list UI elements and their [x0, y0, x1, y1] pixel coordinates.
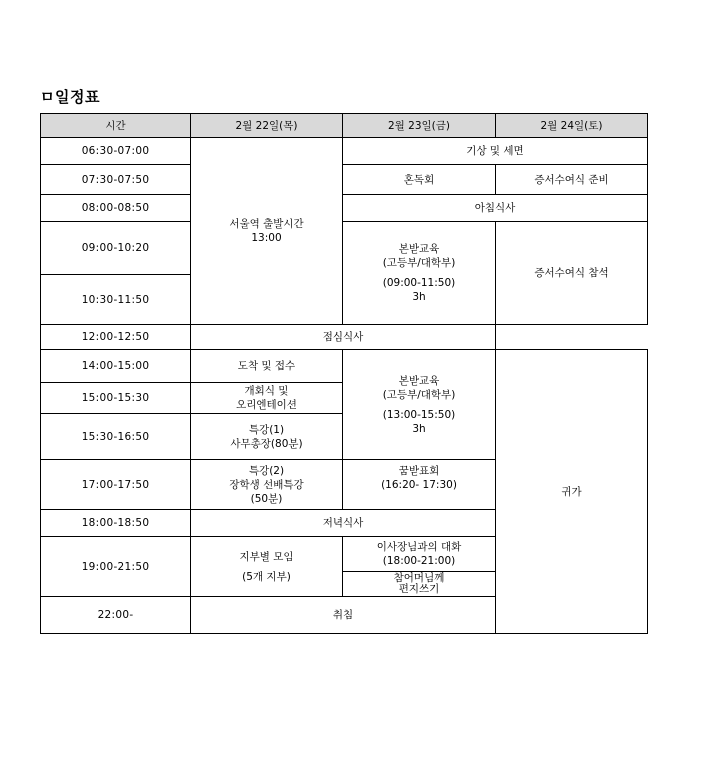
- opening-cell: [191, 383, 343, 414]
- schedule-title: ㅁ일정표: [40, 88, 100, 106]
- wakeup-cell: 기상 및 세면: [343, 138, 648, 165]
- lecture-2-cell: [191, 460, 343, 510]
- lecture-2-duration: (50분): [250, 492, 283, 505]
- dream-presentation-time: (16:20- 17:30): [381, 479, 457, 491]
- dinner-cell: 저녁식사: [191, 510, 496, 537]
- am-education-hours: 3h: [412, 291, 426, 303]
- lecture-2-title: 특강(2): [248, 464, 285, 477]
- am-education-time: (09:00-11:50): [382, 277, 456, 289]
- table-row: [41, 165, 648, 195]
- rest-cell: 취침: [191, 597, 496, 634]
- opening-line-2: 오리엔테이션: [236, 399, 297, 411]
- time-cell: 14:00-15:00: [41, 350, 191, 383]
- header-time: 시간: [41, 114, 191, 138]
- seoul-departure-label: 서울역 출발시간: [229, 218, 304, 230]
- time-cell: 08:00-08:50: [41, 195, 191, 222]
- time-cell: 09:00-10:20: [41, 222, 191, 275]
- letter-line-1: 참어머님께: [393, 572, 445, 584]
- table-row: [41, 222, 648, 275]
- time-cell: 10:30-11:50: [41, 275, 191, 325]
- letter-block: [343, 572, 495, 596]
- seoul-departure-time: 13:00: [251, 232, 282, 244]
- cert-prep-cell: 증서수여식 준비: [496, 165, 648, 195]
- region-meeting-count: (5개 지부): [242, 570, 291, 583]
- pm-education-time: (13:00-15:50): [382, 408, 456, 421]
- time-cell: 17:00-17:50: [41, 460, 191, 510]
- am-education-group: (고등부/대학부): [382, 257, 456, 269]
- lecture-1-title: 특강(1): [248, 423, 285, 436]
- table-row: [41, 350, 648, 383]
- am-education-cell: [343, 222, 496, 325]
- chair-talk-time: (18:00-21:00): [382, 555, 456, 567]
- homecoming-cell: 귀가: [496, 350, 648, 634]
- time-cell: 12:00-12:50: [41, 325, 191, 350]
- time-cell: 07:30-07:50: [41, 165, 191, 195]
- time-cell: 18:00-18:50: [41, 510, 191, 537]
- evening-split-cell: [343, 537, 496, 597]
- table-row: [41, 325, 648, 350]
- pm-education-hours: 3h: [412, 422, 426, 435]
- table-row: [41, 195, 648, 222]
- chair-talk-block: [343, 537, 495, 572]
- chair-talk-title: 이사장님과의 대화: [376, 541, 462, 553]
- table-row: [41, 138, 648, 165]
- header-day-3: 2월 24일(토): [496, 114, 648, 138]
- header-day-2: 2월 23일(금): [343, 114, 496, 138]
- pm-education-cell: [343, 350, 496, 460]
- time-cell: 06:30-07:00: [41, 138, 191, 165]
- opening-line-1: 개회식 및: [244, 385, 289, 397]
- lecture-1-speaker: 사무총장(80분): [230, 437, 303, 450]
- quiet-time-cell: 혼독회: [343, 165, 496, 195]
- time-cell: 19:00-21:50: [41, 537, 191, 597]
- time-cell: 22:00-: [41, 597, 191, 634]
- schedule-table: [40, 113, 648, 634]
- time-cell: 15:00-15:30: [41, 383, 191, 414]
- cert-attend-cell: 증서수여식 참석: [496, 222, 648, 325]
- header-day-1: 2월 22일(목): [191, 114, 343, 138]
- am-education-title: 본받교육: [398, 243, 440, 255]
- lunch-cell: 점심식사: [191, 325, 496, 350]
- time-cell: 15:30-16:50: [41, 414, 191, 460]
- pm-education-title: 본받교육: [398, 374, 440, 387]
- arrival-cell: 도착 및 접수: [191, 350, 343, 383]
- lecture-1-cell: [191, 414, 343, 460]
- dream-presentation-cell: [343, 460, 496, 510]
- region-meeting-cell: [191, 537, 343, 597]
- dream-presentation-title: 꿈받표회: [398, 465, 440, 477]
- header-row: [41, 114, 648, 138]
- breakfast-cell: 아침식사: [343, 195, 648, 222]
- seoul-departure-cell: [191, 138, 343, 325]
- region-meeting-title: 지부별 모임: [239, 550, 294, 563]
- letter-line-2: 편지쓰기: [398, 583, 440, 595]
- pm-education-group: (고등부/대학부): [382, 388, 456, 401]
- lecture-2-speaker: 장학생 선배특강: [229, 478, 304, 491]
